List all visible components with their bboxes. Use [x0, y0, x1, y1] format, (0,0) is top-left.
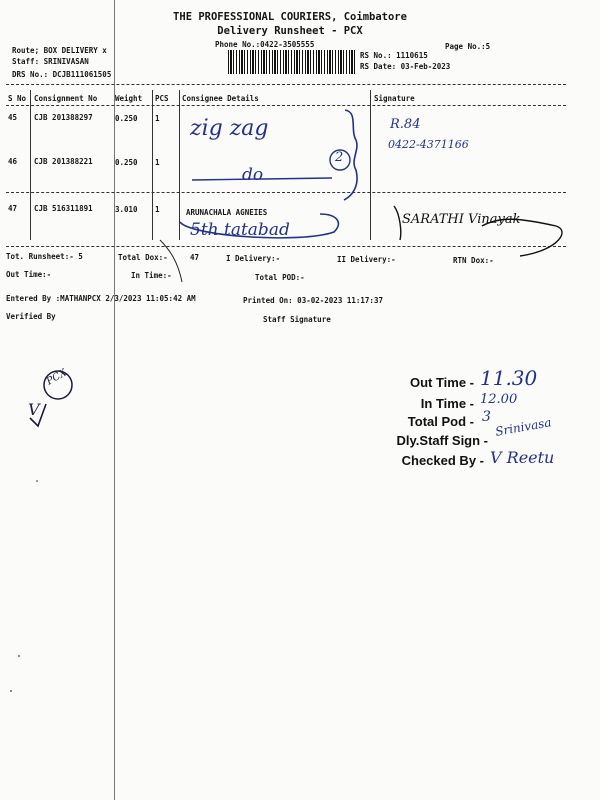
handwriting-total-pod: 3 [482, 409, 491, 425]
ii-delivery: II Delivery:- [337, 255, 396, 264]
in-time: In Time:- [131, 271, 172, 280]
col-header-pcs: PCS [155, 94, 169, 103]
verified-by: Verified By [6, 312, 56, 321]
stamp-staff-sign: Dly.Staff Sign - [396, 433, 488, 448]
col-header-weight: Weight [115, 94, 143, 103]
row-45-consignment: CJB 201388297 [34, 113, 93, 122]
handwriting-ditto: do [242, 165, 264, 185]
handwriting-signature-47: SARATHI Vinayak [402, 212, 521, 227]
row-45-weight: 0.250 [115, 114, 138, 123]
row-46-pcs: 1 [155, 158, 160, 167]
speck [36, 480, 38, 482]
row-47-consignee: ARUNACHALA AGNEIES [186, 208, 268, 217]
row-46-weight: 0.250 [115, 158, 138, 167]
row-47-weight: 3.010 [115, 205, 138, 214]
handwriting-r84: R.84 [390, 117, 421, 132]
out-time: Out Time:- [6, 270, 52, 279]
tot-runsheet: Tot. Runsheet:- 5 [6, 252, 83, 261]
handwriting-phone: 0422-4371166 [388, 138, 469, 151]
col-header-sno: S No [8, 94, 27, 103]
row-47-pcs: 1 [155, 205, 160, 214]
total-dox-value: 47 [190, 253, 200, 262]
handwriting-in-time: 12.00 [480, 392, 518, 407]
i-delivery: I Delivery:- [226, 254, 281, 263]
speck [10, 690, 12, 692]
row-47-consignment: CJB 516311891 [34, 204, 93, 213]
printed-on: Printed On: 03-02-2023 11:17:37 [243, 296, 383, 305]
rtn-dox: RTN Dox:- [453, 256, 494, 265]
row-47-sno: 47 [8, 204, 18, 213]
total-pod: Total POD:- [255, 273, 305, 282]
rs-date: RS Date: 03-Feb-2023 [360, 62, 451, 71]
drs-number: DRS No.: DCJB111061505 [12, 70, 112, 79]
handwriting-5th-tatabad: 5th tatabad [190, 220, 290, 240]
col-header-consignment: Consignment No [34, 94, 98, 103]
row-45-pcs: 1 [155, 114, 160, 123]
handwriting-checked-by: V Reetu [490, 448, 555, 467]
handwriting-out-time: 11.30 [480, 366, 538, 390]
row-46-consignment: CJB 201388221 [34, 157, 93, 166]
entered-by: Entered By :MATHANPCX 2/3/2023 11:05:42 AM [6, 294, 196, 303]
handwriting-circled-number: 2 [335, 150, 344, 165]
staff-label: Staff: SRINIVASAN [12, 57, 89, 66]
document-title: Delivery Runsheet - PCX [217, 25, 363, 37]
stamp-out-time: Out Time - [409, 375, 474, 390]
phone-number: Phone No.:0422-3505555 [215, 40, 315, 49]
route-label: Route; BOX DELIVERY x [12, 46, 107, 55]
col-header-signature: Signature [374, 94, 415, 103]
handwriting-v-mark: V [28, 400, 40, 419]
handwriting-zigzag: zig zag [190, 116, 269, 141]
rs-number: RS No.: 1110615 [360, 51, 428, 60]
row-45-sno: 45 [8, 113, 18, 122]
stamp-mark: PCX [44, 367, 69, 388]
stamp-in-time: In Time - [420, 396, 474, 411]
handwriting-staff-sign: Srinivasa [494, 415, 553, 439]
stamp-checked-by: Checked By - [401, 453, 484, 468]
row-46-sno: 46 [8, 157, 18, 166]
stamp-total-pod: Total Pod - [407, 414, 474, 429]
company-title: THE PROFESSIONAL COURIERS, Coimbatore [173, 11, 407, 23]
staff-signature-label: Staff Signature [263, 315, 331, 324]
col-header-consignee: Consignee Details [182, 94, 259, 103]
total-dox-label: Total Dox:- [118, 253, 168, 262]
speck [18, 655, 20, 657]
page-number: Page No.:5 [445, 42, 491, 51]
